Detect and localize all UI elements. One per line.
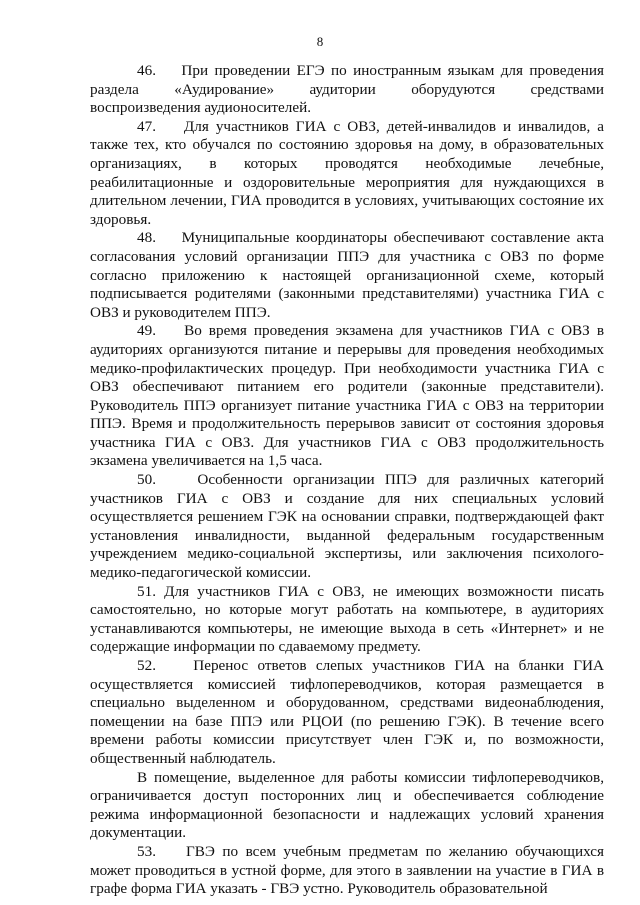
- document-body: [90, 62, 604, 899]
- paragraph-52: 52. Перенос ответов слепых участников ГИА на бланки ГИА осуществляется комиссией тифлопереводчиков, которая размещается в специально выделенном и оборудованном, средствами видеонаблюдения, помещении на базе ППЭ или РЦОИ (по решению ГЭК). В течение всего времени работы комиссии присутствует член ГЭК и, по возможности, общественный наблюдатель.: [90, 657, 604, 767]
- paragraph-47: 47. Для участников ГИА с ОВЗ, детей-инвалидов и инвалидов, а также тех, кто обучался по состоянию здоровья на дому, в образовательных организациях, в которых проводятся необходимые лечебные, реабилитационные и оздоровительные мероприятия для нуждающихся в длительном лечении, ГИА проводится в условиях, учитывающих состояние их здоровья.: [90, 117, 604, 228]
- paragraph-52-continuation: В помещение, выделенное для работы комиссии тифлопереводчиков, ограничивается доступ посторонних лиц и обеспечивается соблюдение режима информационной безопасности и надлежащих условий хранения документации.: [90, 768, 604, 842]
- paragraph-49: 49. Во время проведения экзамена для участников ГИА с ОВЗ в аудиториях организуются питание и перерывы для проведения необходимых медико-профилактических процедур. При необходимости участника ГИА с ОВЗ обеспечивают питанием его родители (законные представители). Руководитель ППЭ организует питание участника ГИА с ОВЗ на территории ППЭ. Время и продолжительность перерывов зависит от состояния здоровья участника ГИА с ОВЗ. Для участников ГИА с ОВЗ продолжительность экзамена увеличивается на 1,5 часа.: [90, 322, 604, 470]
- paragraph-48: 48. Муниципальные координаторы обеспечивают составление акта согласования условий организации ППЭ для участника с ОВЗ по форме согласно приложению к настоящей организационной схеме, который подписывается родителями (законными представителями) участника ГИА с ОВЗ и руководителем ППЭ.: [90, 229, 604, 321]
- paragraph-51: 51. Для участников ГИА с ОВЗ, не имеющих возможности писать самостоятельно, но которые могут работать на компьютере, в аудиториях устанавливаются компьютеры, не имеющие выхода в сеть «Интернет» и не содержащие информации по сдаваемому предмету.: [90, 582, 604, 656]
- page-number: 8: [316, 34, 324, 49]
- paragraph-53: 53. ГВЭ по всем учебным предметам по желанию обучающихся может проводиться в устной форме, для этого в заявлении на участие в ГИА в графе форма ГИА указать - ГВЭ устно. Руководитель образовательной: [90, 842, 604, 898]
- paragraph-50: 50. Особенности организации ППЭ для различных категорий участников ГИА с ОВЗ и создание для них специальных условий осуществляется решением ГЭК на основании справки, подтверждающей факт установления инвалидности, выданной федеральным государственным учреждением медико-социальной экспертизы, или заключения психолого-медико-педагогической комиссии.: [90, 471, 604, 582]
- paragraph-46: 46. При проведении ЕГЭ по иностранным языкам для проведения раздела «Аудирование» аудитории оборудуются средствами воспроизведения аудионосителей.: [90, 62, 604, 117]
